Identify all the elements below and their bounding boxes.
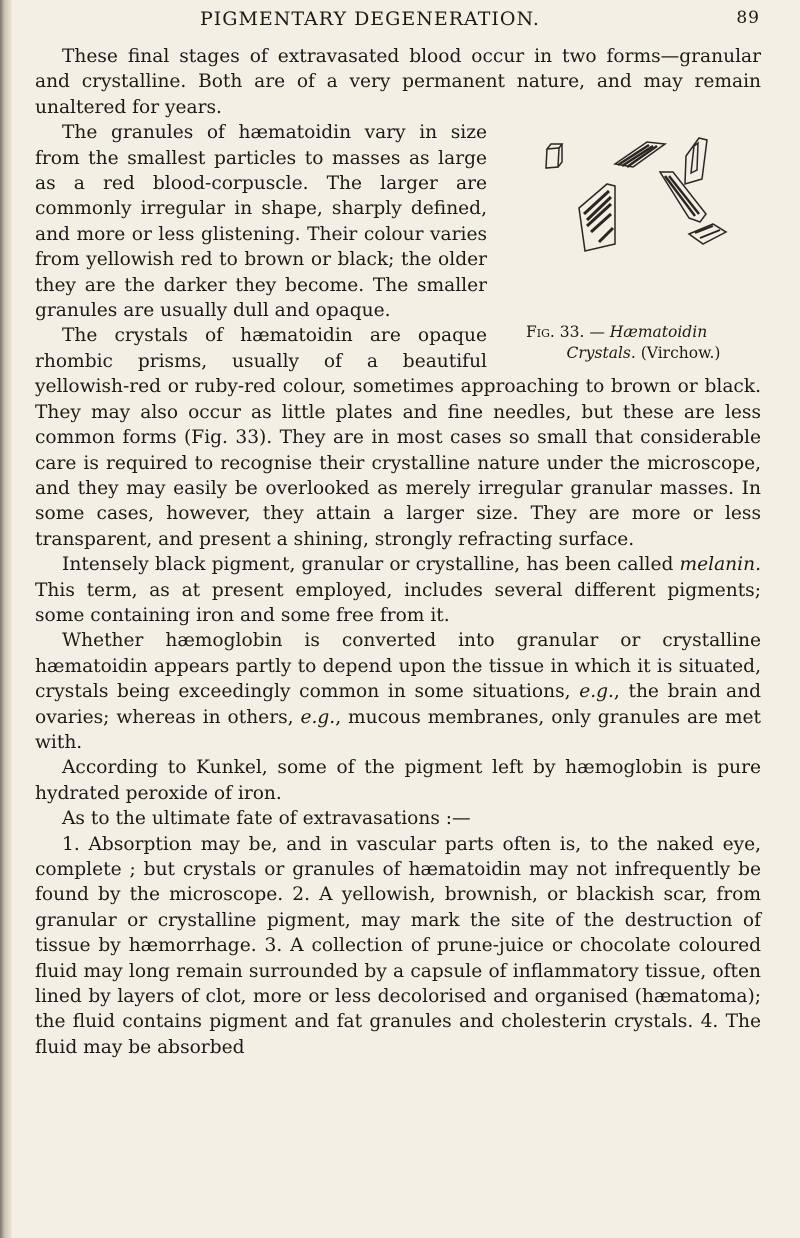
body-text bbox=[35, 44, 761, 1060]
paragraph-4-text-a: Intensely black pigment, granular or crystalline, has been called bbox=[62, 554, 680, 576]
running-title: PIGMENTARY DEGENERATION. bbox=[200, 8, 540, 30]
paragraph-5-text-c: , mucous membranes, only granules are met with. bbox=[35, 706, 761, 753]
figure-caption bbox=[499, 322, 761, 364]
paragraph-2 bbox=[35, 120, 761, 363]
paragraph-1: These final stages of extravasated blood occur in two forms—granular and crystalline. Both are of a very permanent nature, and may remain unaltered for years. bbox=[35, 46, 761, 118]
figure-title: Hæmatoidin bbox=[609, 323, 708, 342]
paragraph-4-text-b: . This term, as at present employed, includes several different pigments; some containing iron and some free from it. bbox=[35, 554, 761, 626]
term-melanin: melanin bbox=[679, 554, 756, 576]
figure-source: (Virchow.) bbox=[640, 344, 721, 363]
paragraph-3: The crystals of hæmatoidin are opaque rhombic prisms, usually of a beautiful yellowish-red or ruby-red colour, sometimes approaching to brown or black. They may also occur as little plates and fine needles, but these are less common forms (Fig. 33). They are in most cases so small that considerable care is required to recognise their crystalline nature under the microscope, and they may easily be overlooked as merely irregular granular masses. In some cases, however, they attain a larger size. They are more or less transparent, and present a shining, strongly refracting surface. bbox=[35, 325, 761, 550]
crystal-small bbox=[546, 144, 562, 168]
haematoidin-crystals-illustration bbox=[499, 124, 761, 324]
book-binding-shadow bbox=[0, 0, 12, 1238]
paragraph-4 bbox=[35, 552, 761, 628]
page-number: 89 bbox=[736, 8, 760, 28]
figure-label: Fig. 33. bbox=[526, 323, 585, 342]
eg-1: e.g. bbox=[579, 681, 614, 703]
paragraph-8: 1. Absorption may be, and in vascular parts often is, to the naked eye, complete ; but crystals or granules of hæmatoidin may not infrequently be found by the microscope. 2. A yellowish, brownish, or blackish scar, from granular or crystalline pigment, may mark the site of the destruction of tissue by hæmorrhage. 3. A collection of prune-juice or chocolate coloured fluid may long remain surrounded by a capsule of inflammatory tissue, often lined by layers of clot, more or less decolorised and organised (hæmatoma); the fluid contains pigment and fat granules and cholesterin crystals. 4. The fluid may be absorbed bbox=[35, 833, 761, 1058]
paragraph-5-text-b: , the brain and ovaries; whereas in others, bbox=[35, 681, 762, 728]
figure-33 bbox=[499, 124, 761, 372]
figure-title-2: Crystals. bbox=[566, 344, 636, 363]
crystal-rhomb bbox=[689, 224, 726, 244]
eg-2: e.g. bbox=[300, 706, 336, 728]
figure-dash: — bbox=[584, 323, 610, 342]
paragraph-5-text-a: Whether hæmoglobin is converted into granular or crystalline hæmatoidin appears partly to depend upon the tissue in which it is situated, crystals being exceedingly common in some situations, bbox=[35, 630, 761, 703]
paragraph-6: According to Kunkel, some of the pigment left by hæmoglobin is pure hydrated peroxide of iron. bbox=[35, 757, 761, 804]
crystal-large-prism bbox=[579, 184, 615, 251]
running-header bbox=[76, 8, 760, 38]
paragraph-2-text: The granules of hæmatoidin vary in size from the smallest particles to masses as large as a red blood-corpuscle. The larger are commonly irregular in shape, sharply defined, and more or less glistening. Their colour varies from yellowish red to brown or black; the older they are the darker they become. The smaller granules are usually dull and opaque. bbox=[35, 122, 487, 322]
paragraph-5 bbox=[35, 628, 761, 755]
paragraph-7: As to the ultimate fate of extravasations :— bbox=[62, 808, 471, 830]
crystal-tall bbox=[685, 138, 707, 184]
crystal-plate bbox=[615, 142, 665, 167]
